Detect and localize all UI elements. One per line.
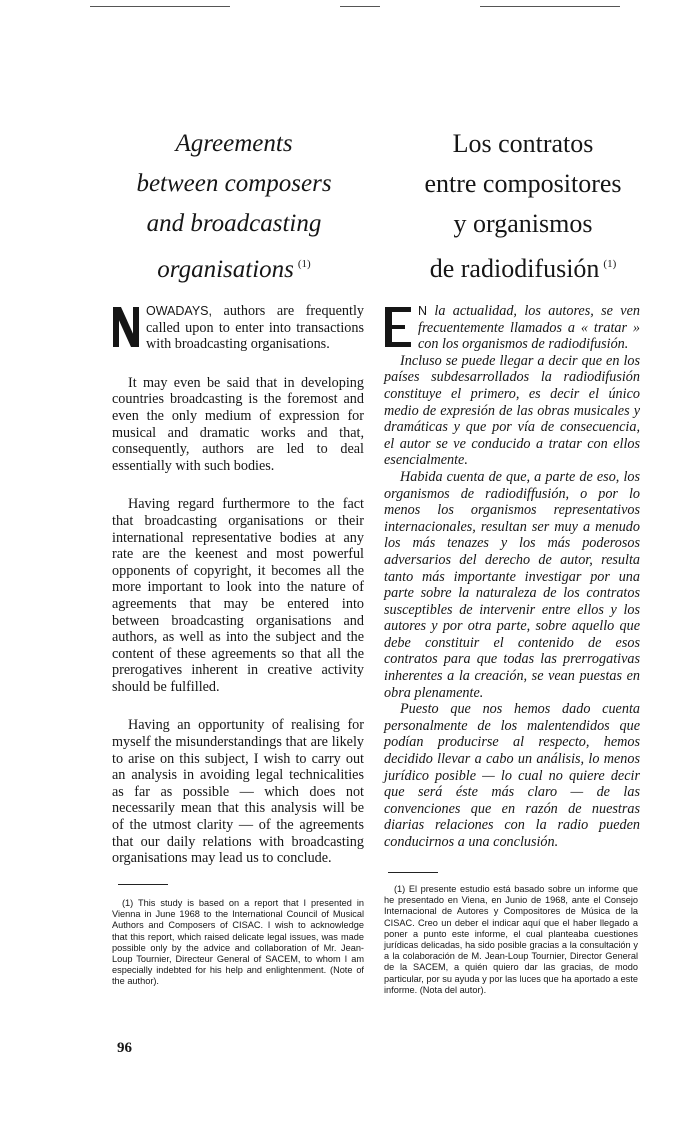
english-paragraph-1	[112, 303, 364, 353]
english-paragraph-4: Having an opportunity of realising for myself the misunderstandings that are likely to arise on this subject, I wish to carry out an analysis in avoiding legal technicalities as far as possible — which does not necessarily mean that this analysis will be of the utmost clarity — of the agreements that our daily relations with broadcasting organisations may lead us to conclude.	[112, 717, 364, 867]
drop-cap-e	[384, 306, 412, 348]
spanish-footnote-text: (1) El presente estudio está basado sobre un informe que he presentado en Viena, en Junio de 1968, ante el Consejo Internacional de Autores y Compositores de Música de la CISAC. Creo un deber el indicar aquí que el haber llegado a poner a punto este informe, el cual planteaba cuestiones jurídicas delicadas, ha sido posible gracias a la consultación y a la colaboración de M. Jean-Loup Tournier, Director General de la SACEM, a quién quiero dar las gracias, de modo particular, por su ayuda y por las luces que ha aportado a este informe. (Nota del autor).	[384, 884, 638, 995]
spanish-footnote	[384, 884, 638, 996]
spanish-lead-letter: N	[418, 304, 428, 318]
english-footnote	[112, 898, 364, 988]
spanish-paragraph-1-text: la actualidad, los autores, se ven frecuentemente llamados a « tratar » con los organismos de radiodifusión.	[418, 303, 640, 353]
spanish-footnote-rule	[388, 872, 438, 873]
english-paragraph-1-text: authors are frequently called upon to enter into transactions with broadcasting organisations.	[146, 303, 364, 353]
spanish-paragraph-3: Habida cuenta de que, a parte de eso, los organismos de radiodiffusión, o por lo menos los organismos representativos internacionales, resultan ser muy a menudo los más tenazes y los más poderosos adversarios del derecho de autor, resulta tanto más importante investigar por una parte sobre la naturaleza de los contratos susceptibles de intervenir entre ellos y los autores y por otra parte, sobre aquello que debe constituir el contenido de esos contratos para que todas las prerrogativas inherentes a la creación, se vean puestas en obra plenamente.	[384, 468, 640, 701]
page-number: 96	[117, 1040, 132, 1056]
title-spanish-line-4-text: de radiodifusión	[429, 254, 600, 283]
drop-cap-n	[112, 306, 140, 348]
english-lead-word: OWADAYS,	[146, 304, 212, 318]
english-column	[112, 303, 364, 867]
title-english-line-3: and broadcasting	[146, 210, 322, 237]
english-paragraph-3: Having regard furthermore to the fact that broadcasting organisations or their international representative bodies at any rate are the keenest and most powerful opponents of copyright, it becomes all the more important to look into the nature of agreements that may be entered into between broadcasting organisations and authors, as well as into the subject and the content of these agreements so that all the prerogatives inherent in creative activity should be fulfilled.	[112, 496, 364, 695]
spanish-paragraph-1	[384, 303, 640, 353]
title-english-line-4	[118, 244, 350, 290]
english-footnote-text: (1) This study is based on a report that I presented in Vienna in June 1968 to the International Council of Musical Authors and Composers of CISAC. I wish to acknowledge that this report, which raised delicate legal issues, was made possible only by the advice and collaboration of Mr. Jean-Loup Tournier, Directeur General of SACEM, to whom I am especially indebted for his help and enlightenment. (Note of the author).	[112, 898, 364, 987]
spanish-paragraph-2: Incluso se puede llegar a decir que en los países subdesarrollados la radiodifusión constituye el primero, es decir el único medio de expresión de las obras musicales y dramáticas y que por vía de consecuencia, el autor se ve conducido a tratar con ellos esencialmente.	[384, 352, 640, 469]
spanish-column	[384, 303, 640, 851]
title-spanish-line-4	[392, 244, 654, 289]
title-english-line-1: Agreements	[175, 130, 293, 157]
title-english-footnote-ref: (1)	[297, 258, 311, 270]
top-rule-left	[90, 6, 230, 7]
title-spanish-line-3: y organismos	[453, 209, 593, 238]
top-rule-mid	[340, 6, 380, 7]
title-spanish-line-2: entre compositores	[424, 169, 622, 198]
spanish-paragraph-4: Puesto que nos hemos dado cuenta personalmente de los malentendidos que podían producirse al respecto, hemos decidido llevar a cabo un análisis, lo menos jurídico posible — lo cual no quiere decir que será éste más claro — de las convenciones que en razón de nuestras diarias relaciones con la radio pueden conducirnos a una conclusión.	[384, 701, 640, 850]
english-footnote-rule	[118, 884, 168, 885]
title-spanish-line-1: Los contratos	[452, 129, 594, 158]
top-rule-right	[480, 6, 620, 7]
title-english-line-2: between composers	[136, 170, 332, 197]
title-spanish-footnote-ref: (1)	[603, 258, 617, 270]
english-paragraph-2: It may even be said that in developing countries broadcasting is the foremost and even the only medium of expression for musical and dramatic works and that, consequently, authors are led to deal essentially with such bodies.	[112, 374, 364, 474]
title-spanish	[392, 124, 654, 289]
title-english	[118, 124, 350, 290]
title-english-line-4-text: organisations	[157, 256, 294, 283]
